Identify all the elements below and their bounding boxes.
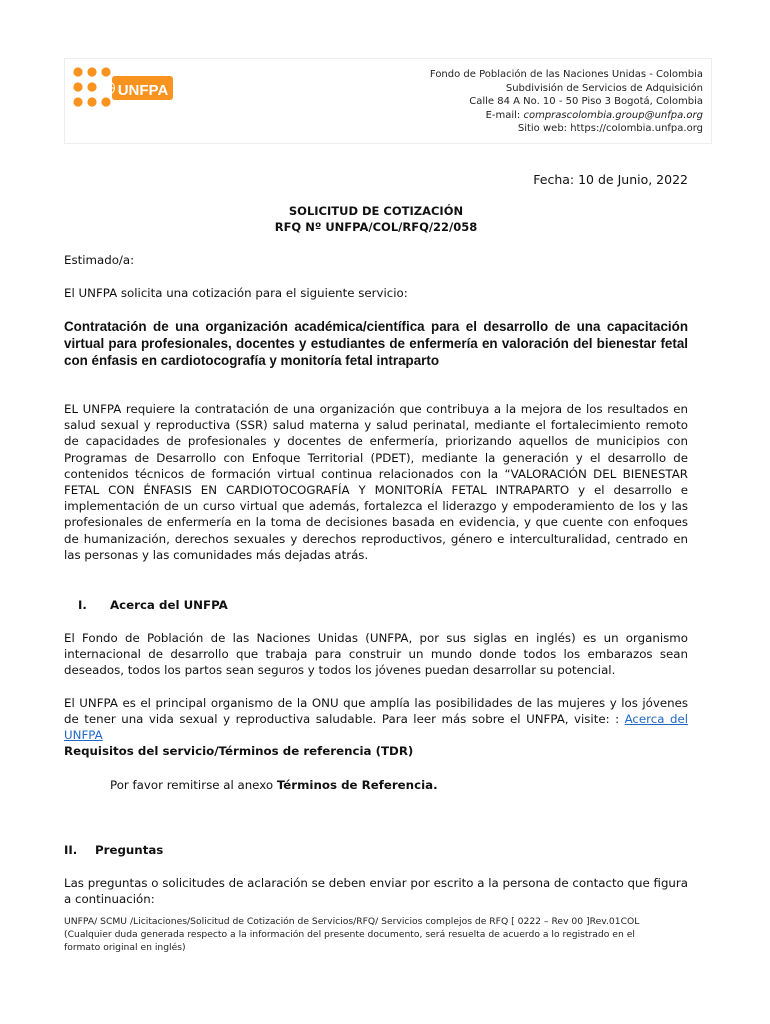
section-1-number: I. — [78, 598, 87, 612]
section-2-number: II. — [64, 843, 78, 857]
document-title: SOLICITUD DE COTIZACIÓN — [288, 204, 464, 218]
rfq-number: RFQ Nº UNFPA/COL/RFQ/22/058 — [274, 220, 478, 234]
address-line: Subdivisión de Servicios de Adquisición — [505, 82, 703, 94]
email-label: E-mail: — [485, 109, 524, 121]
about-paragraph-1: El Fondo de Población de las Naciones Unidas (UNFPA, por sus siglas en inglés) es un organismo internacional de desarrollo que trabaja para construir un mundo donde todos los embarazos sean deseados, todos los partos sean seguros y todos los jóvenes puedan desarrollar su potencial. — [64, 631, 688, 678]
unfpa-logo — [72, 66, 176, 112]
unfpa-logo-graphic — [72, 66, 176, 112]
about-unfpa-link[interactable]: Acerca del UNFPA — [64, 712, 689, 743]
requirements-heading: Requisitos del servicio/Términos de referencia (TDR) — [64, 744, 414, 758]
footer-line: formato original en inglés) — [64, 942, 186, 953]
intro-text: El UNFPA solicita una cotización para el siguiente servicio: — [64, 286, 408, 300]
requirements-text — [110, 777, 734, 793]
website-line: Sitio web: https://colombia.unfpa.org — [517, 123, 703, 134]
about-paragraph-2 — [64, 695, 688, 744]
requirements-bold: Términos de Referencia. — [276, 778, 438, 792]
section-2-heading: Preguntas — [95, 843, 164, 857]
section-1-heading: Acerca del UNFPA — [110, 598, 228, 612]
address-line: Fondo de Población de las Naciones Unidas - Colombia — [429, 69, 703, 80]
footer-line: UNFPA/ SCMU /Licitaciones/Solicitud de Cotización de Servicios/RFQ/ Servicios complejos de RFQ [ 0222 – Rev 00 ]Rev.01COL — [64, 916, 640, 927]
salutation: Estimado/a: — [64, 253, 135, 267]
document-date: Fecha: 10 de Junio, 2022 — [533, 172, 688, 187]
email-address: comprascolombia.group@unfpa.org — [523, 109, 703, 121]
requirements-plain: Por favor remitirse al anexo — [110, 778, 277, 792]
footer-line: (Cualquier duda generada respecto a la información del presente documento, será resuelta de acuerdo a lo registrado en el — [64, 929, 635, 940]
page-footer — [64, 915, 694, 954]
about-paragraph-2-text: El UNFPA es el principal organismo de la ONU que amplía las posibilidades de las mujeres y los jóvenes de tener una vida sexual y reproductiva saludable. Para leer más sobre el UNFPA, visite: : — [64, 696, 688, 727]
email-line — [430, 109, 703, 123]
scope-paragraph: EL UNFPA requiere la contratación de una organización que contribuya a la mejora de los resultados en salud sexual y reproductiva (SSR) salud materna y salud perinatal, mediante el fortalecimiento remoto de capacidades de profesionales y docentes de enfermería, priorizando aquellos de municipios con Programas de Desarrollo con Enfoque Territorial (PDET), mediante la generación y el desarrollo de contenidos técnicos de formación virtual continua relacionados con la “VALORACIÓN DEL BIENESTAR FETAL CON ÉNFASIS EN CARDIOTOCOGRAFÍA Y MONITORÍA FETAL INTRAPARTO y el desarrollo e implementación de un curso virtual que además, fortalezca el liderazgo y empoderamiento de los y las profesionales de enfermería en la toma de decisiones basada en evidencia, y que cuente con enfoques de humanización, derechos sexuales y derechos reproductivos, género e interculturalidad, centrado en las personas y las comunidades más dejadas atrás. — [64, 402, 688, 562]
questions-paragraph: Las preguntas o solicitudes de aclaración se deben enviar por escrito a la persona de contacto que figura a continuación: — [64, 876, 688, 907]
service-title: Contratación de una organización académica/científica para el desarrollo de una capacitación virtual para profesionales, docentes y estudiantes de enfermería en valoración del bienestar fetal con énfasis en cardiotocografía y monitoría fetal intraparto — [64, 319, 688, 368]
letterhead-address — [430, 68, 703, 136]
logo-text: UNFPA — [117, 82, 169, 99]
address-line: Calle 84 A No. 10 - 50 Piso 3 Bogotá, Colombia — [469, 96, 703, 107]
